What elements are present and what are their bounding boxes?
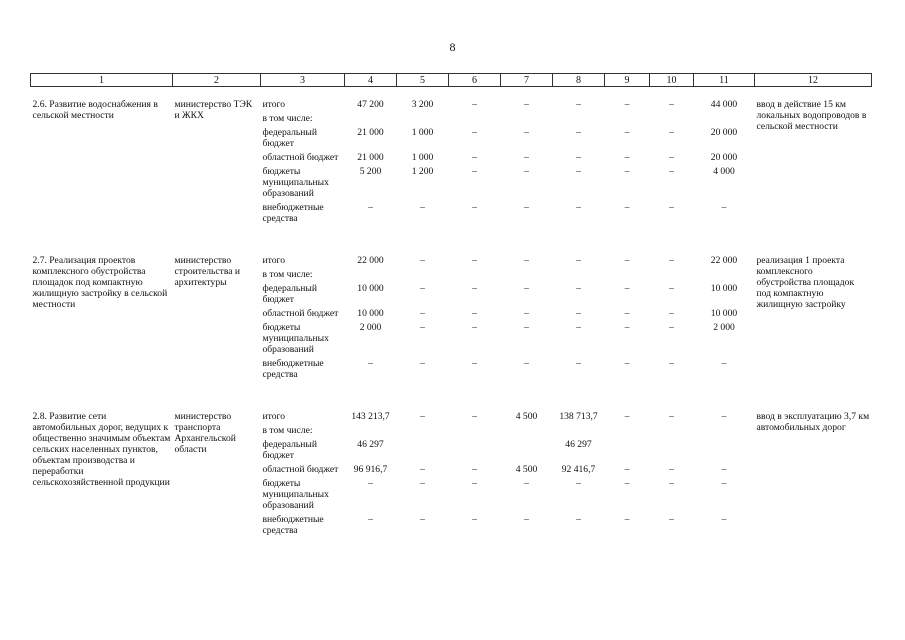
- funding-source: итого: [262, 99, 285, 110]
- funding-source: бюджеты муниципальных образований: [262, 166, 329, 199]
- value-cell: –: [669, 478, 674, 489]
- value-cell: –: [524, 166, 529, 177]
- value-cell: –: [524, 152, 529, 163]
- section-result: ввод в эксплуатацию 3,7 км автомобильных дорог: [756, 411, 870, 433]
- value-cell: –: [576, 478, 581, 489]
- value-cell: –: [721, 358, 727, 369]
- value-cell: [501, 268, 553, 282]
- value-cell: [397, 268, 449, 282]
- section-spacer: [31, 382, 872, 399]
- value-cell: 1 200: [411, 166, 434, 177]
- value-cell: –: [624, 166, 630, 177]
- value-cell: –: [472, 255, 477, 266]
- table-header: [31, 74, 872, 87]
- funding-source: областной бюджет: [262, 308, 339, 319]
- value-cell: –: [524, 99, 529, 110]
- section-title: 2.7. Реализация проектов комплексного обустройства площадок под компактную жилищную застройку в сельской местности: [32, 255, 168, 310]
- column-header-12: 12: [755, 74, 872, 87]
- value-cell: 21 000: [357, 152, 384, 163]
- value-cell: [345, 424, 397, 438]
- funding-source: бюджеты муниципальных образований: [262, 478, 329, 511]
- value-cell: –: [669, 411, 674, 422]
- value-cell: –: [472, 99, 477, 110]
- funding-source: федеральный бюджет: [262, 127, 318, 149]
- funding-source: итого: [262, 411, 285, 422]
- value-cell: –: [721, 202, 727, 213]
- value-cell: –: [524, 127, 529, 138]
- section-responsible: министерство строительства и архитектуры: [174, 255, 241, 288]
- value-cell: –: [624, 255, 630, 266]
- value-cell: –: [669, 202, 674, 213]
- value-cell: [694, 112, 755, 126]
- funding-source: внебюджетные средства: [262, 514, 324, 536]
- value-cell: –: [721, 411, 727, 422]
- table-row: [31, 399, 872, 424]
- funding-source: федеральный бюджет: [262, 283, 318, 305]
- value-cell: –: [624, 99, 630, 110]
- value-cell: [694, 268, 755, 282]
- page-number: 8: [449, 40, 456, 54]
- value-cell: –: [669, 464, 674, 475]
- value-cell: [501, 112, 553, 126]
- value-cell: –: [472, 478, 477, 489]
- value-cell: 96 916,7: [353, 464, 388, 475]
- value-cell: –: [669, 308, 674, 319]
- value-cell: [694, 438, 755, 463]
- value-cell: –: [624, 152, 630, 163]
- funding-source: областной бюджет: [262, 152, 339, 163]
- value-cell: –: [576, 127, 581, 138]
- column-header-2: 2: [173, 74, 261, 87]
- value-cell: 2 000: [359, 322, 382, 333]
- value-cell: 1 000: [411, 127, 434, 138]
- value-cell: –: [576, 322, 581, 333]
- value-cell: –: [368, 514, 373, 525]
- value-cell: [650, 438, 694, 463]
- value-cell: –: [669, 514, 674, 525]
- value-cell: 20 000: [710, 127, 738, 138]
- funding-source: бюджеты муниципальных образований: [262, 322, 329, 355]
- value-cell: [501, 424, 553, 438]
- value-cell: –: [669, 152, 674, 163]
- section-result: реализация 1 проекта комплексного обустройства площадок под компактную жилищную застройку: [756, 255, 855, 310]
- value-cell: 92 416,7: [561, 464, 596, 475]
- value-cell: –: [624, 464, 630, 475]
- value-cell: –: [420, 464, 425, 475]
- value-cell: –: [472, 308, 477, 319]
- value-cell: –: [624, 127, 630, 138]
- value-cell: –: [669, 166, 674, 177]
- value-cell: –: [721, 464, 727, 475]
- value-cell: 2 000: [713, 322, 735, 333]
- value-cell: [605, 112, 650, 126]
- value-cell: –: [624, 478, 630, 489]
- value-cell: 3 200: [411, 99, 434, 110]
- value-cell: [449, 268, 501, 282]
- value-cell: –: [524, 358, 529, 369]
- section-spacer: [31, 226, 872, 243]
- spacer-cell: [31, 382, 872, 399]
- value-cell: –: [576, 152, 581, 163]
- value-cell: –: [420, 478, 425, 489]
- value-cell: [553, 424, 605, 438]
- funding-source: федеральный бюджет: [262, 439, 318, 461]
- column-header-10: 10: [650, 74, 694, 87]
- value-cell: [650, 268, 694, 282]
- funding-source: внебюджетные средства: [262, 202, 324, 224]
- value-cell: 22 000: [357, 255, 384, 266]
- value-cell: –: [420, 411, 425, 422]
- value-cell: [694, 424, 755, 438]
- value-cell: –: [472, 152, 477, 163]
- value-cell: –: [472, 202, 477, 213]
- value-cell: –: [669, 283, 674, 294]
- value-cell: –: [472, 322, 477, 333]
- value-cell: –: [576, 255, 581, 266]
- value-cell: [397, 112, 449, 126]
- value-cell: 1 000: [411, 152, 434, 163]
- table-row: [31, 87, 872, 113]
- value-cell: –: [669, 358, 674, 369]
- value-cell: –: [420, 308, 425, 319]
- value-cell: –: [472, 166, 477, 177]
- column-header-9: 9: [605, 74, 650, 87]
- value-cell: –: [368, 478, 373, 489]
- value-cell: [449, 112, 501, 126]
- value-cell: –: [524, 322, 529, 333]
- column-header-7: 7: [501, 74, 553, 87]
- column-header-4: 4: [345, 74, 397, 87]
- value-cell: –: [624, 411, 630, 422]
- value-cell: 10 000: [710, 308, 738, 319]
- value-cell: –: [624, 514, 630, 525]
- value-cell: –: [524, 308, 529, 319]
- table-row: [31, 243, 872, 268]
- column-header-8: 8: [553, 74, 605, 87]
- funding-source: итого: [262, 255, 285, 266]
- table-body: [31, 87, 872, 539]
- value-cell: 10 000: [357, 283, 384, 294]
- value-cell: –: [472, 514, 477, 525]
- value-cell: –: [368, 202, 373, 213]
- value-cell: [553, 112, 605, 126]
- value-cell: –: [576, 308, 581, 319]
- value-cell: –: [524, 202, 529, 213]
- value-cell: –: [624, 283, 630, 294]
- value-cell: –: [576, 202, 581, 213]
- value-cell: –: [524, 255, 529, 266]
- value-cell: [605, 268, 650, 282]
- value-cell: [553, 268, 605, 282]
- value-cell: –: [524, 514, 529, 525]
- column-header-6: 6: [449, 74, 501, 87]
- value-cell: 4 500: [515, 411, 538, 422]
- value-cell: 4 500: [515, 464, 538, 475]
- value-cell: –: [420, 514, 425, 525]
- value-cell: –: [576, 283, 581, 294]
- value-cell: 44 000: [710, 99, 738, 110]
- section-responsible: министерство транспорта Архангельской области: [174, 411, 236, 455]
- column-header-1: 1: [31, 74, 173, 87]
- section-title: 2.6. Развитие водоснабжения в сельской местности: [32, 99, 158, 121]
- value-cell: –: [420, 255, 425, 266]
- value-cell: [449, 438, 501, 463]
- value-cell: –: [669, 127, 674, 138]
- value-cell: –: [576, 166, 581, 177]
- value-cell: 10 000: [357, 308, 384, 319]
- value-cell: –: [524, 478, 529, 489]
- value-cell: –: [669, 99, 674, 110]
- value-cell: 4 000: [713, 166, 735, 177]
- program-table: [30, 73, 872, 538]
- value-cell: –: [420, 322, 425, 333]
- value-cell: 46 297: [357, 439, 384, 450]
- value-cell: [345, 268, 397, 282]
- value-cell: 46 297: [565, 439, 592, 450]
- funding-source: в том числе:: [262, 113, 313, 124]
- value-cell: –: [472, 358, 477, 369]
- column-header-11: 11: [694, 74, 755, 87]
- value-cell: –: [624, 322, 630, 333]
- value-cell: –: [472, 464, 477, 475]
- funding-source: в том числе:: [262, 425, 313, 436]
- value-cell: 20 000: [710, 152, 738, 163]
- funding-source: областной бюджет: [262, 464, 339, 475]
- spacer-cell: [31, 226, 872, 243]
- value-cell: –: [721, 478, 727, 489]
- value-cell: –: [472, 411, 477, 422]
- funding-source: в том числе:: [262, 269, 313, 280]
- section-result: ввод в действие 15 км локальных водопроводов в сельской местности: [756, 99, 867, 132]
- value-cell: 47 200: [357, 99, 384, 110]
- value-cell: [605, 438, 650, 463]
- value-cell: –: [624, 308, 630, 319]
- value-cell: –: [624, 358, 630, 369]
- value-cell: –: [576, 99, 581, 110]
- value-cell: [345, 112, 397, 126]
- value-cell: 22 000: [710, 255, 738, 266]
- section-title: 2.8. Развитие сети автомобильных дорог, ведущих к общественно значимым объектам сельских населенных пунктов, объектам производства и переработки сельскохозяйственной продукции: [32, 411, 171, 488]
- value-cell: 143 213,7: [351, 411, 390, 422]
- value-cell: –: [420, 283, 425, 294]
- value-cell: –: [624, 202, 630, 213]
- value-cell: [449, 424, 501, 438]
- value-cell: –: [368, 358, 373, 369]
- funding-source: внебюджетные средства: [262, 358, 324, 380]
- value-cell: 138 713,7: [559, 411, 598, 422]
- value-cell: –: [420, 202, 425, 213]
- value-cell: –: [524, 283, 529, 294]
- value-cell: 10 000: [710, 283, 738, 294]
- value-cell: [397, 438, 449, 463]
- value-cell: [650, 424, 694, 438]
- section-responsible: министерство ТЭК и ЖКХ: [174, 99, 253, 121]
- value-cell: 5 200: [359, 166, 382, 177]
- value-cell: –: [576, 514, 581, 525]
- value-cell: –: [669, 322, 674, 333]
- value-cell: –: [472, 127, 477, 138]
- column-header-3: 3: [261, 74, 345, 87]
- value-cell: [605, 424, 650, 438]
- value-cell: –: [669, 255, 674, 266]
- value-cell: –: [576, 358, 581, 369]
- value-cell: –: [721, 514, 727, 525]
- value-cell: –: [472, 283, 477, 294]
- column-header-5: 5: [397, 74, 449, 87]
- value-cell: –: [420, 358, 425, 369]
- value-cell: [650, 112, 694, 126]
- value-cell: [501, 438, 553, 463]
- value-cell: [397, 424, 449, 438]
- value-cell: 21 000: [357, 127, 384, 138]
